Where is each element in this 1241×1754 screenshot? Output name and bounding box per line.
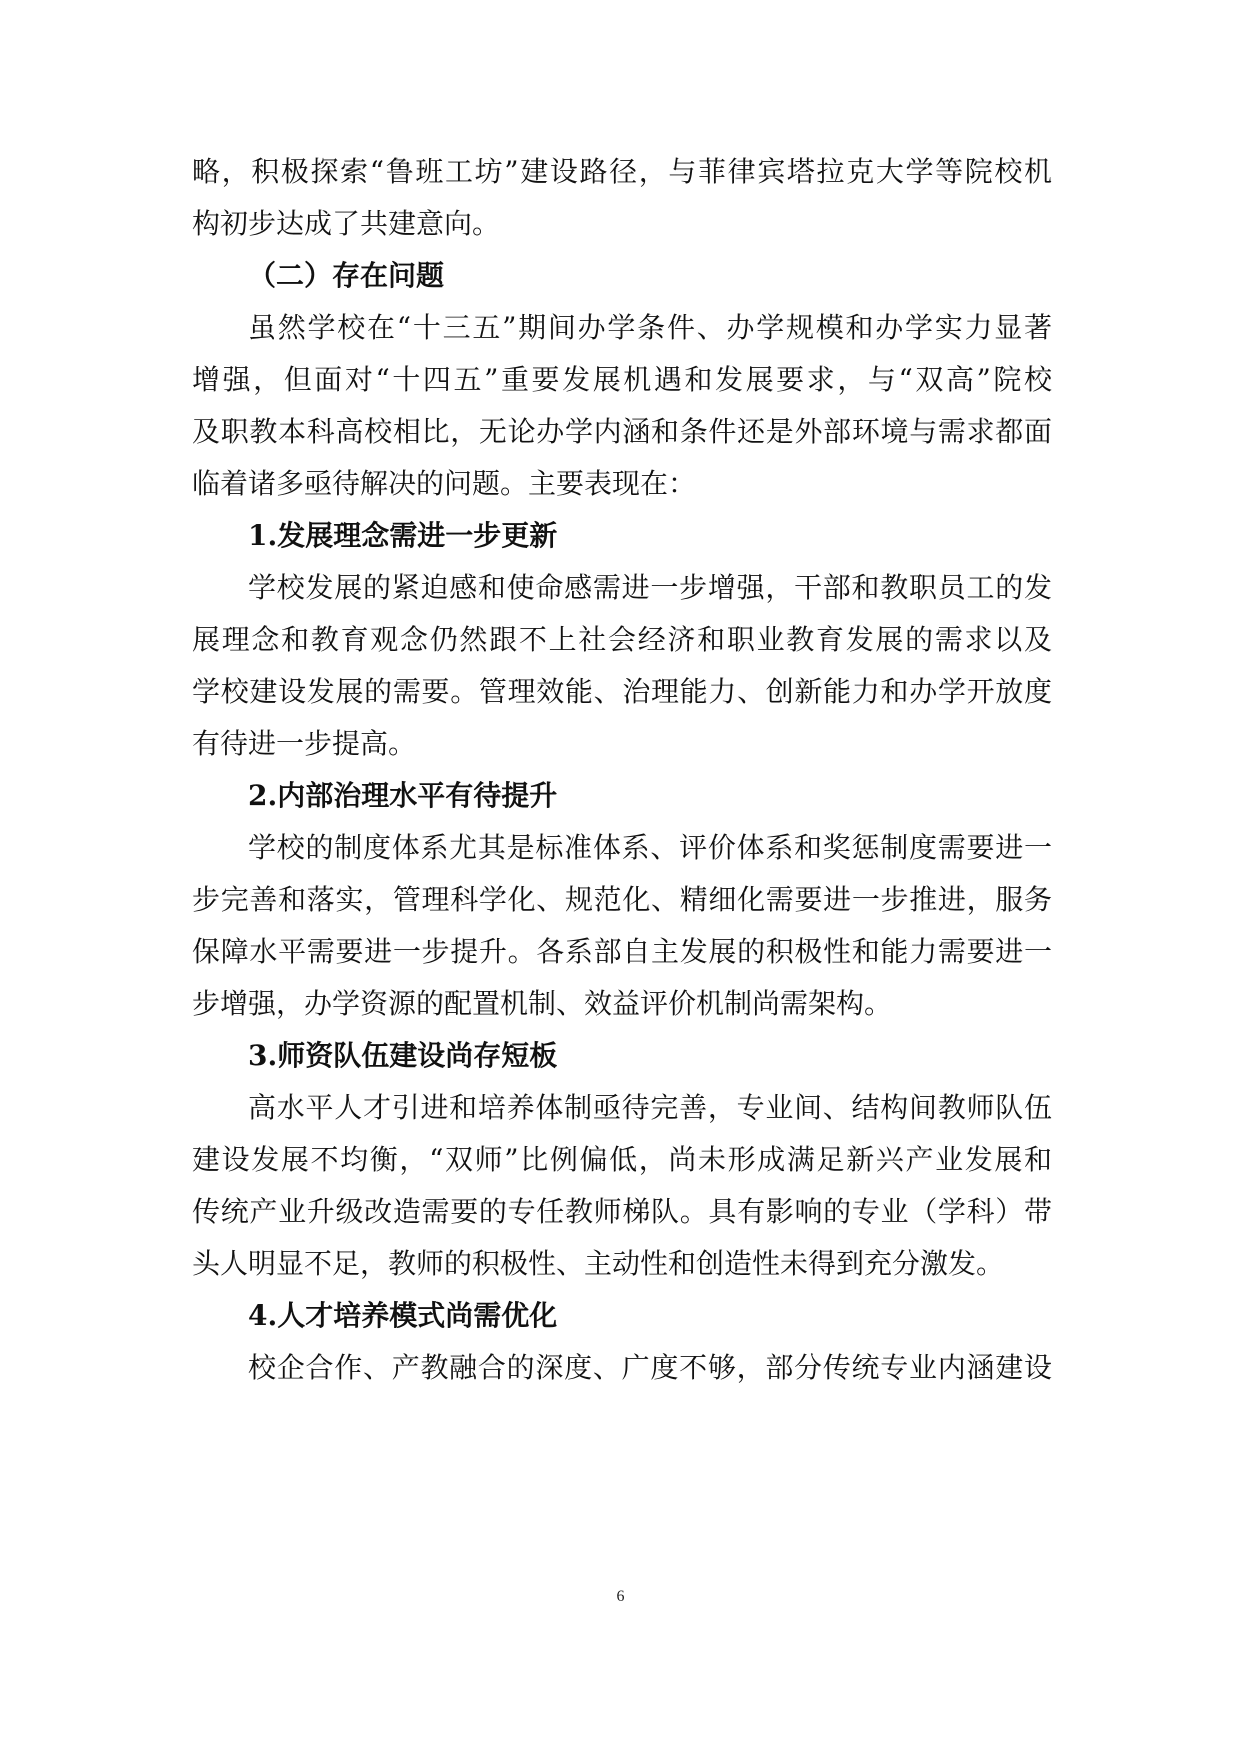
paragraph-line: 建设发展不均衡，“双师”比例偏低，尚未形成满足新兴产业发展和	[192, 1143, 1052, 1176]
paragraph-line: 学校建设发展的需要。管理效能、治理能力、创新能力和办学开放度	[192, 675, 1052, 708]
subsection-heading: 1.发展理念需进一步更新	[248, 519, 558, 552]
subsection-heading: 3.师资队伍建设尚存短板	[248, 1039, 558, 1072]
subsection-heading: 4.人才培养模式尚需优化	[248, 1299, 558, 1332]
paragraph-line: 高水平人才引进和培养体制亟待完善，专业间、结构间教师队伍	[248, 1091, 1052, 1124]
paragraph-line: 学校的制度体系尤其是标准体系、评价体系和奖惩制度需要进一	[248, 831, 1052, 864]
paragraph-line: 头人明显不足，教师的积极性、主动性和创造性未得到充分激发。	[192, 1247, 1005, 1280]
paragraph-line: 临着诸多亟待解决的问题。主要表现在：	[192, 467, 697, 500]
paragraph-line: 增强，但面对“十四五”重要发展机遇和发展要求，与“双高”院校	[192, 363, 1052, 396]
paragraph-line: 构初步达成了共建意向。	[192, 207, 501, 240]
subsection-heading: 2.内部治理水平有待提升	[248, 779, 558, 812]
paragraph-line: 校企合作、产教融合的深度、广度不够，部分传统专业内涵建设	[248, 1351, 1052, 1384]
page-number: 6	[616, 1588, 625, 1605]
paragraph-line: 展理念和教育观念仍然跟不上社会经济和职业教育发展的需求以及	[192, 623, 1052, 656]
paragraph-line: 步增强，办学资源的配置机制、效益评价机制尚需架构。	[192, 987, 893, 1020]
paragraph-line: 传统产业升级改造需要的专任教师梯队。具有影响的专业（学科）带	[192, 1195, 1052, 1228]
paragraph-line: 及职教本科高校相比，无论办学内涵和条件还是外部环境与需求都面	[192, 415, 1052, 448]
paragraph-line: 步完善和落实，管理科学化、规范化、精细化需要进一步推进，服务	[192, 883, 1052, 916]
paragraph-line: 略，积极探索“鲁班工坊”建设路径，与菲律宾塔拉克大学等院校机	[192, 155, 1052, 188]
paragraph-line: 保障水平需要进一步提升。各系部自主发展的积极性和能力需要进一	[192, 935, 1052, 968]
paragraph-line: 虽然学校在“十三五”期间办学条件、办学规模和办学实力显著	[248, 311, 1052, 344]
paragraph-line: 学校发展的紧迫感和使命感需进一步增强，干部和教职员工的发	[248, 571, 1052, 604]
section-heading: （二）存在问题	[248, 259, 445, 292]
paragraph-line: 有待进一步提高。	[192, 727, 417, 760]
